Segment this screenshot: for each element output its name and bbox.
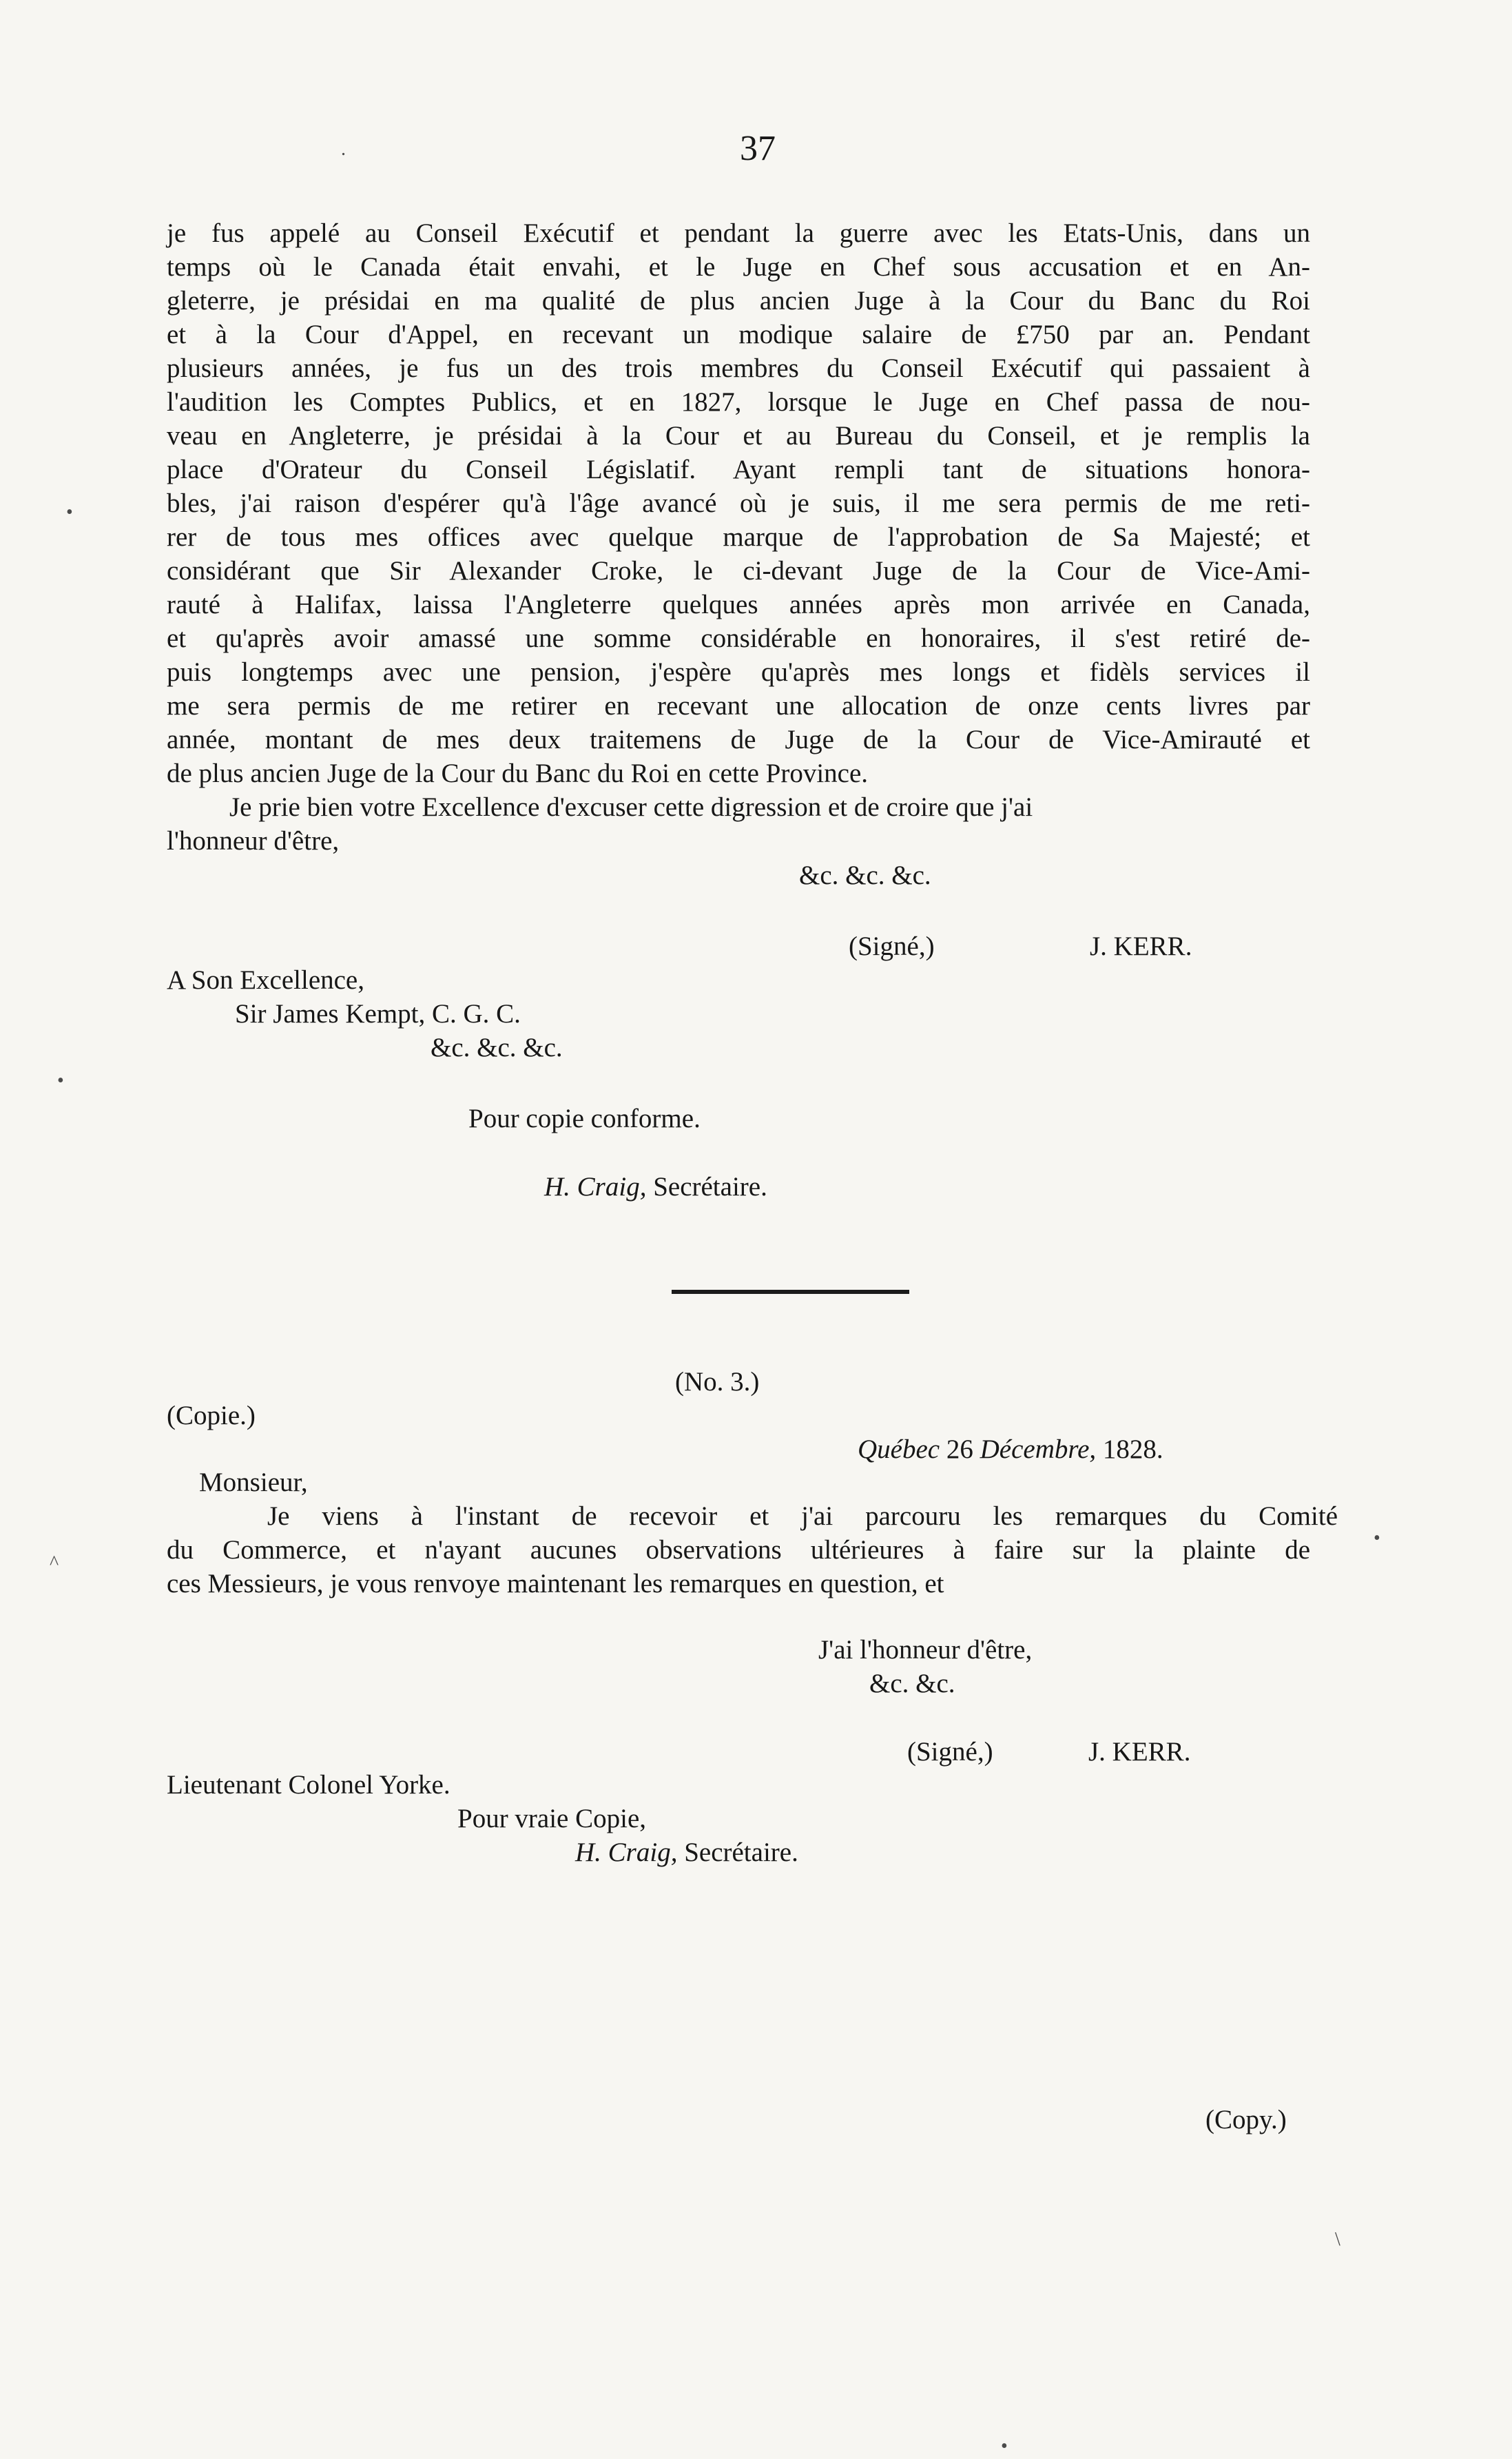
letter-1-line-6: l'audition les Comptes Publics, et en 1827, lorsque le Juge en Chef passa de nou-	[167, 387, 1310, 417]
letter-1-line-17: de plus ancien Juge de la Cour du Banc du Roi en cette Province.	[167, 759, 869, 788]
letter-2-body-line-3: ces Messieurs, je vous renvoye maintenant les remarques en question, et	[167, 1569, 944, 1598]
letter-2-secretary-name: H. Craig,	[575, 1838, 678, 1867]
letter-1-secretary-name: H. Craig,	[544, 1172, 647, 1202]
letter-1-addressee-name: Sir James Kempt, C. G. C.	[235, 999, 521, 1029]
letter-1-line-3: gleterre, je présidai en ma qualité de plus ancien Juge à la Cour du Banc du Roi	[167, 286, 1310, 316]
letter-1-signer: J. KERR.	[1090, 932, 1192, 961]
print-speck: ^	[50, 1552, 59, 1574]
letter-1-line-7: veau en Angleterre, je présidai à la Cour et au Bureau du Conseil, et je remplis la	[167, 421, 1310, 451]
letter-2-body-line-1: Je viens à l'instant de recevoir et j'ai parcouru les remarques du Comité	[267, 1501, 1338, 1531]
letter-2-year: 1828.	[1102, 1434, 1163, 1464]
print-speck: •	[1374, 1527, 1380, 1549]
letter-1-etc: &c. &c. &c.	[799, 861, 931, 890]
letter-2-etc: &c. &c.	[869, 1669, 955, 1698]
letter-2-body-line-2: du Commerce, et n'ayant aucunes observations ultérieures à faire sur la plainte de	[167, 1535, 1310, 1565]
letter-1-copy-note: Pour copie conforme.	[468, 1104, 701, 1133]
letter-2-copy-label: (Copie.)	[167, 1401, 256, 1430]
letter-1-signed-label: (Signé,)	[849, 932, 935, 961]
letter-1-secretary-title: Secrétaire.	[653, 1172, 767, 1202]
letter-2-secretary-title: Secrétaire.	[684, 1838, 798, 1867]
letter-1-line-1: je fus appelé au Conseil Exécutif et pendant la guerre avec les Etats-Unis, dans un	[167, 218, 1310, 248]
letter-2-day: 26	[946, 1434, 973, 1464]
letter-1-line-14: puis longtemps avec une pension, j'espère qu'après mes longs et fidèls services il	[167, 657, 1310, 687]
letter-1-line-11: considérant que Sir Alexander Croke, le ci-devant Juge de la Cour de Vice-Ami-	[167, 556, 1310, 586]
letter-1-line-13: et qu'après avoir amassé une somme considérable en honoraires, il s'est retiré de-	[167, 624, 1310, 653]
letter-1-closing-line-2: l'honneur d'être,	[167, 826, 340, 856]
letter-2-signature-line	[575, 1838, 798, 1868]
letter-1-line-4: et à la Cour d'Appel, en recevant un modique salaire de £750 par an. Pendant	[167, 320, 1310, 349]
letter-2-salutation: Monsieur,	[199, 1468, 308, 1497]
letter-1-line-10: rer de tous mes offices avec quelque marque de l'approbation de Sa Majesté; et	[167, 522, 1310, 552]
letter-2-copy-note: Pour vraie Copie,	[457, 1804, 647, 1833]
print-speck: .	[341, 138, 346, 160]
letter-2-date-line	[858, 1435, 1163, 1465]
letter-1-line-9: bles, j'ai raison d'espérer qu'à l'âge avancé où je suis, il me sera permis de me reti-	[167, 488, 1310, 518]
letter-1-line-5: plusieurs années, je fus un des trois membres du Conseil Exécutif qui passaient à	[167, 353, 1310, 383]
letter-1-line-12: rauté à Halifax, laissa l'Angleterre quelques années après mon arrivée en Canada,	[167, 590, 1310, 619]
letter-2-place: Québec	[858, 1434, 940, 1464]
letter-1-line-8: place d'Orateur du Conseil Législatif. Ayant rempli tant de situations honora-	[167, 455, 1310, 484]
letter-1-addressee: A Son Excellence,	[167, 965, 364, 995]
letter-2-recipient: Lieutenant Colonel Yorke.	[167, 1770, 451, 1800]
print-speck: •	[66, 502, 73, 523]
letter-1-line-2: temps où le Canada était envahi, et le Juge en Chef sous accusation et en An-	[167, 252, 1310, 282]
letter-2-honour: J'ai l'honneur d'être,	[818, 1635, 1033, 1665]
letter-1-addressee-etc: &c. &c. &c.	[431, 1033, 563, 1062]
letter-1-closing-line-1: Je prie bien votre Excellence d'excuser cette digression et de croire que j'ai	[229, 792, 1033, 822]
letter-2-signer: J. KERR.	[1088, 1737, 1191, 1767]
print-speck: •	[57, 1070, 64, 1091]
page-number: 37	[740, 129, 776, 168]
letter-2-month: Décembre,	[980, 1434, 1097, 1464]
print-speck: \	[1335, 2229, 1340, 2250]
letter-1-signature-line	[544, 1173, 767, 1202]
section-divider	[672, 1290, 909, 1294]
footer-copy-label: (Copy.)	[1205, 2105, 1287, 2134]
letter-1-line-15: me sera permis de me retirer en recevant une allocation de onze cents livres par	[167, 691, 1310, 721]
letter-2-number: (No. 3.)	[675, 1367, 760, 1397]
letter-2-signed-label: (Signé,)	[907, 1737, 993, 1767]
letter-1-line-16: année, montant de mes deux traitemens de Juge de la Cour de Vice-Amirauté et	[167, 725, 1310, 754]
print-speck: •	[1001, 2436, 1008, 2457]
